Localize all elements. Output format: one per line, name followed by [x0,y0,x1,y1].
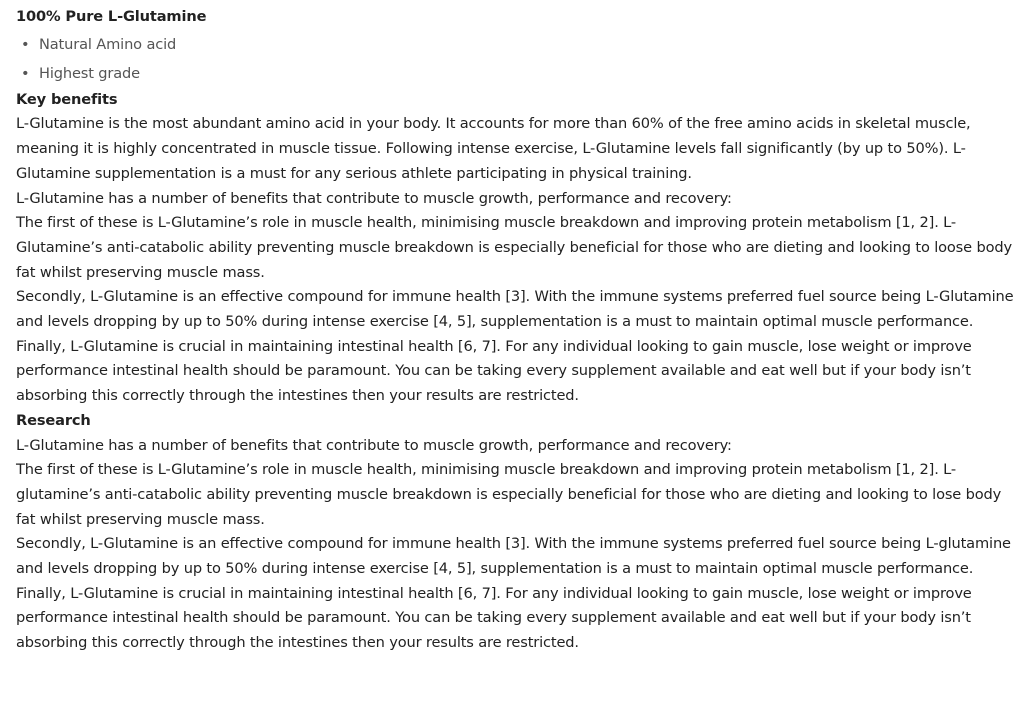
research-paragraph: Finally, L-Glutamine is crucial in maintaining intestinal health [6, 7]. For any individual looking to gain muscle, lose weight or improve performance intestinal health should be paramount. You can be taking every supplement available and eat well but if your body isn’t absorbing this correctly through the intestines then your results are restricted. [16,584,972,652]
feature-label: Highest grade [39,64,140,82]
research-paragraph: L-Glutamine has a number of benefits that contribute to muscle growth, performance and recovery: [16,436,732,454]
research-paragraph: Secondly, L-Glutamine is an effective compound for immune health [3]. With the immune systems preferred fuel source being L-glutamine and levels dropping by up to 50% during intense exercise [4, 5], supplementation is a must to maintain optimal muscle performance. [16,535,1011,578]
list-item [16,59,1020,88]
key-benefits-paragraph: Secondly, L-Glutamine is an effective compound for immune health [3]. With the immune systems preferred fuel source being L-Glutamine and levels dropping by up to 50% during intense exercise [4, 5], supplementation is a must to maintain optimal muscle performance. [16,288,1014,331]
key-benefits-paragraph: Finally, L-Glutamine is crucial in maintaining intestinal health [6, 7]. For any individual looking to gain muscle, lose weight or improve performance intestinal health should be paramount. You can be taking every supplement available and eat well but if your body isn’t absorbing this correctly through the intestines then your results are restricted. [16,337,972,405]
key-benefits-paragraph: L-Glutamine is the most abundant amino acid in your body. It accounts for more than 60% of the free amino acids in skeletal muscle, meaning it is highly concentrated in muscle tissue. Following intense exercise, L-Glutamine levels fall significantly (by up to 50%). L-Glutamine supplementation is a must for any serious athlete participating in physical training. [16,115,971,182]
key-benefits-paragraph: L-Glutamine has a number of benefits that contribute to muscle growth, performance and recovery: [16,189,732,207]
bullet-icon: • [21,35,30,53]
key-benefits-paragraph: The first of these is L-Glutamine’s role in muscle health, minimising muscle breakdown and improving protein metabolism [1, 2]. L-Glutamine’s anti-catabolic ability preventing muscle breakdown is especially beneficial for those who are dieting and looking to loose body fat whilst preserving muscle mass. [16,214,1012,281]
research-heading: Research [16,411,91,429]
research-paragraph: The first of these is L-Glutamine’s role in muscle health, minimising muscle breakdown and improving protein metabolism [1, 2]. L-glutamine’s anti-catabolic ability preventing muscle breakdown is especially beneficial for those who are dieting and looking to lose body fat whilst preserving muscle mass. [16,461,1002,528]
feature-label: Natural Amino acid [39,35,177,53]
product-title: 100% Pure L-Glutamine [16,8,207,25]
list-item [16,30,1020,59]
feature-list [16,30,1020,88]
bullet-icon: • [21,64,30,82]
key-benefits-heading: Key benefits [16,90,118,108]
